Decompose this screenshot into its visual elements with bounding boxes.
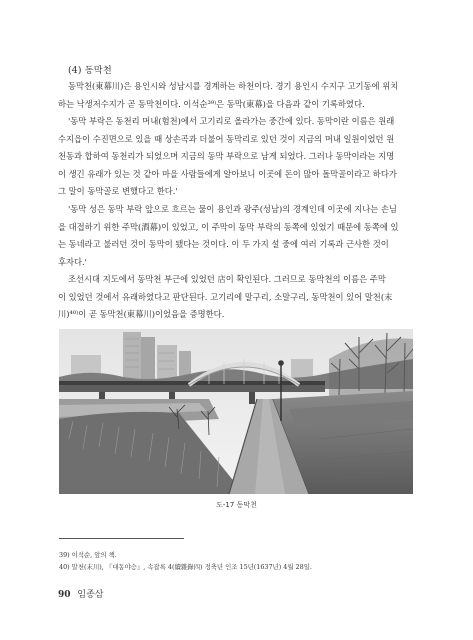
text-line: 이 생긴 유래가 있는 것 같아 마을 사람들에게 알아보니 이곳에 돈이 많아 돌막골이라고 하다가: [58, 168, 397, 179]
footnote-divider: [59, 538, 184, 539]
paragraph-3: [58, 201, 413, 271]
footnote-39: 39) 이석순, 앞의 책.: [59, 551, 117, 559]
paragraph-1: [58, 78, 413, 113]
text-line: 을 대접하기 위한 주막(酒幕)이 있었고, 이 주막이 동막 부락의 동쪽에 있었기 때문에 동쪽에 있: [58, 221, 399, 232]
text-line: '동막 부락은 동천리 머내(험천)에서 고기리로 올라가는 중간에 있다. 동막이란 이름은 원래: [68, 116, 395, 126]
section-heading: (4) 동막천: [68, 65, 112, 76]
text-line: 수지읍이 수진면으로 있을 때 상손곡과 더불어 동막리로 있던 것이 지금의 머내 일원이었던 원: [58, 133, 395, 144]
text-line: '동막 성은 동막 부락 앞으로 흐르는 물이 용인과 광주(성남)의 경계인데 이곳에 지나는 손님: [68, 204, 397, 214]
text-line: 그 말이 동막골로 변했다고 한다.': [58, 186, 178, 197]
text-line: 는 동네라고 불러던 것이 동막이 됐다는 것이다. 이 두 가지 설 중에 여러 기록과 근사한 것이: [58, 239, 389, 250]
text-line: 천동과 합하여 동천리가 되었으며 지금의 동막 부락으로 남게 되었다. 그러나 동막이라는 지명: [58, 151, 395, 162]
text-line: 하는 낙생저수지가 곧 동막천이다. 이석순³⁹⁾은 동막(東幕)을 다음과 같이 기록하였다.: [58, 98, 365, 109]
figure-caption: 도-17 동막천: [216, 501, 257, 509]
text-line: 이 있었던 것에서 유래하였다고 판단된다. 고기리에 말구리, 소말구리, 동막천이 있어 말천(末: [58, 291, 393, 302]
running-footer-label: 임종삼: [77, 590, 104, 600]
page-footer: [58, 587, 104, 600]
paragraph-4: [58, 271, 413, 324]
figure-photo-dongmakcheon: [59, 329, 413, 494]
page-number: 90: [58, 590, 71, 600]
text-line: 조선시대 지도에서 동막천 부근에 있었던 店이 확인된다. 그러므로 동막천의 이름은 주막: [68, 274, 386, 284]
text-line: 川)⁴⁰⁾이 곧 동막천(東幕川)이었음을 증명한다.: [58, 309, 225, 320]
paragraph-2: [58, 113, 413, 201]
footnote-40: 40) 말천(末川), 『대동야승』, 속잡록 4(續雜錄四) 정축년 인조 15년(1637년) 4월 28일.: [59, 563, 312, 571]
text-line: 동막천(東幕川)은 용인시와 성남시를 경계하는 하천이다. 경기 용인시 수지구 고기동에 위치: [68, 81, 399, 91]
text-line: 후자다.': [58, 256, 87, 267]
